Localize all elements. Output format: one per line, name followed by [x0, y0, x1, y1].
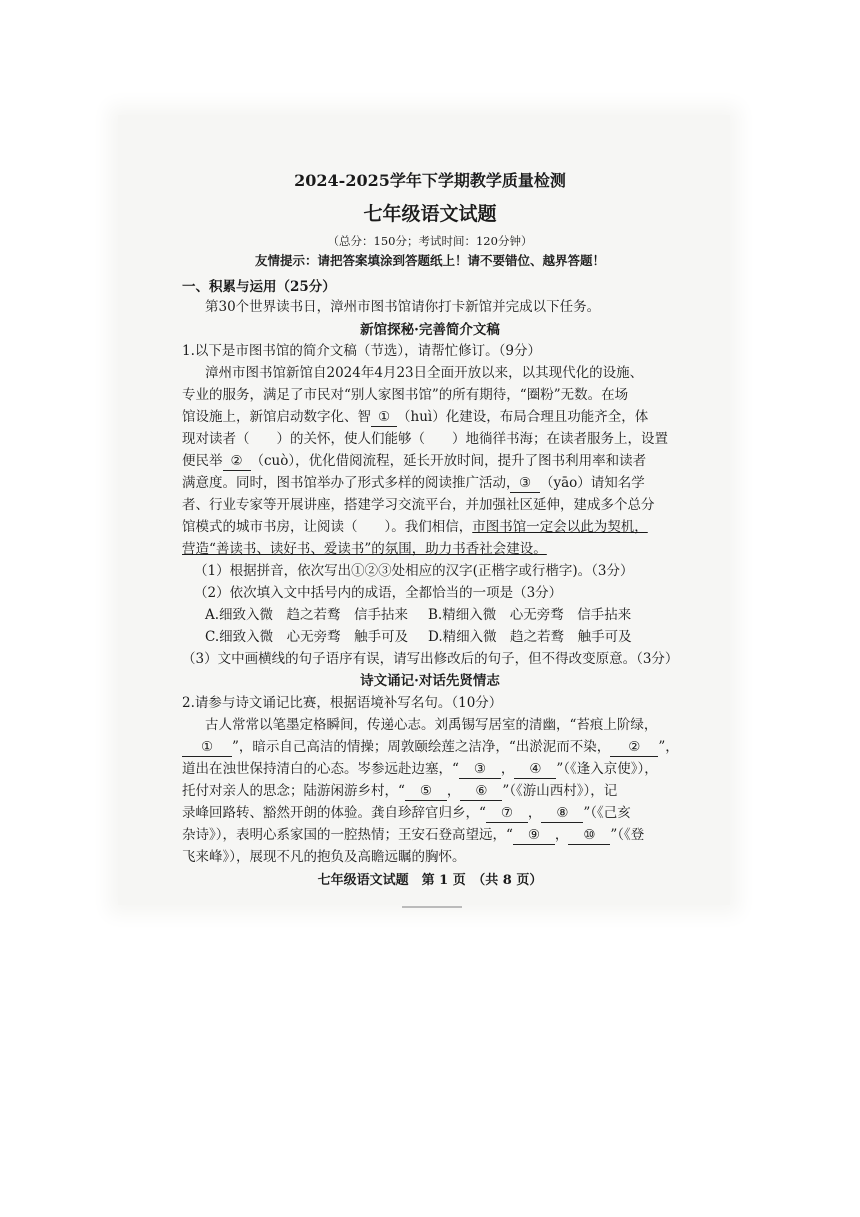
- passage-line: 道出在浊世保持清白的心态。岑参远赴边塞，“ ③ ， ④ ”（《逢入京使》），: [182, 761, 658, 777]
- passage-text: 馆模式的城市书房，让阅读（ ）。我们相信，: [182, 519, 473, 535]
- passage-line: 现对读者（ ）的关怀，使人们能够（ ）地徜徉书海；在读者服务上，设置: [182, 431, 668, 447]
- passage-line: 古人常常以笔墨定格瞬间，传递心志。刘禹锡写居室的清幽，“苔痕上阶绿，: [205, 717, 658, 733]
- option-d: D.精细入微 趋之若鹜 触手可及: [428, 629, 632, 645]
- option-a: A.细致入微 趋之若鹜 信手拈来: [205, 607, 409, 623]
- blank-2: ②: [610, 738, 658, 757]
- passage-line: [182, 452, 646, 471]
- passage-line: 满意度。同时，图书馆举办了形式多样的阅读推广活动，: [182, 475, 520, 491]
- option-b: B.精细入微 心无旁骛 信手拈来: [428, 607, 632, 623]
- passage-text: ”，暗示自己高洁的情操；周敦颐绘莲之洁净，“出淤泥而不染，: [232, 739, 611, 755]
- passage-text: （yāo）请知名学: [540, 475, 645, 491]
- underlined-sentence: 市图书馆一定会以此为契机，: [472, 519, 648, 535]
- subsection-title: 诗文诵记·对话先贤情志: [360, 673, 500, 689]
- scan-mark: [402, 906, 462, 908]
- exam-title: 2024-2025学年下学期教学质量检测: [294, 171, 566, 190]
- passage-line: 专业的服务，满足了市民对“别人家图书馆”的所有期待，“圈粉”无数。在场: [182, 387, 629, 403]
- passage-text: 托付对亲人的思念；陆游闲游乡村，“: [182, 783, 405, 799]
- passage-text: ”，: [658, 739, 679, 755]
- underlined-sentence: 营造“善读书、读好书、爱读书”的氛围，助力书香社会建设。: [182, 541, 547, 557]
- blank-9: ⑨: [513, 826, 555, 845]
- blank-8: ⑧: [541, 804, 583, 823]
- subsection-title: 新馆探秘·完善简介文稿: [360, 322, 500, 338]
- page-footer: 七年级语文试题 第 1 页 （共 8 页）: [317, 873, 543, 888]
- passage-text: ”（《登: [610, 827, 645, 843]
- blank-1: ①: [371, 408, 397, 427]
- blank-5: ⑤: [405, 782, 447, 801]
- blank-7: ⑦: [486, 804, 528, 823]
- passage-text: ”（《己亥: [583, 805, 631, 821]
- section-intro: 第30个世界读书日，漳州市图书馆请你打卡新馆并完成以下任务。: [205, 299, 601, 315]
- passage-line: 飞来峰》），展现不凡的抱负及高瞻远瞩的胸怀。: [182, 849, 466, 865]
- passage-line: 托付对亲人的思念；陆游闲游乡村，“ ⑤ ， ⑥ ”（《游山西村》），记: [182, 783, 618, 799]
- blank-10: ⑩: [568, 826, 610, 845]
- passage-text: （huì）化建设，布局合理且功能齐全，体: [397, 409, 649, 425]
- blank-6: ⑥: [460, 782, 502, 801]
- blank-3: ③: [459, 760, 501, 779]
- passage-line: 杂诗》），表明心系家国的一腔热情；王安石登高望远，“ ⑨ ， ⑩ ”（《登: [182, 827, 645, 843]
- passage-text: （cuò），优化借阅流程，延长开放时间，提升了图书利用率和读者: [250, 453, 647, 469]
- blank-4: ④: [514, 760, 556, 779]
- sub-question-1: （1）根据拼音，依次写出①②③处相应的汉字(正楷字或行楷字)。（3分）: [194, 563, 634, 579]
- passage-text: 便民举: [182, 453, 223, 469]
- exam-subtitle: 七年级语文试题: [363, 203, 497, 225]
- blank-3: ③: [510, 474, 540, 493]
- passage-text: ”（《逢入京使》），: [556, 761, 658, 777]
- friendly-tip: 友情提示：请把答案填涂到答题纸上！请不要错位、越界答题！: [254, 253, 605, 268]
- sub-question-3: （3）文中画横线的句子语序有误，请写出修改后的句子，但不得改变原意。（3分）: [182, 651, 679, 667]
- passage-line: [182, 518, 648, 536]
- passage-line: 者、行业专家等开展讲座，搭建学习交流平台，并加强社区延伸，建成多个总分: [182, 497, 655, 513]
- passage-text: 杂诗》），表明心系家国的一腔热情；王安石登高望远，“: [182, 827, 513, 843]
- option-c: C.细致入微 心无旁骛 触手可及: [205, 629, 409, 645]
- passage-line: 漳州市图书馆新馆自2024年4月23日全面开放以来，以其现代化的设施、: [205, 365, 644, 381]
- passage-text: ”（《游山西村》），记: [502, 783, 618, 799]
- passage-line: [510, 474, 645, 493]
- passage-line: [182, 408, 648, 427]
- blank-1: ①: [182, 738, 232, 757]
- passage-text: 馆设施上，新馆启动数字化、智: [182, 409, 371, 425]
- blank-2: ②: [223, 452, 251, 471]
- passage-text: 道出在浊世保持清白的心态。岑参远赴边塞，“: [182, 761, 459, 777]
- question-1-stem: 1.以下是市图书馆的简介文稿（节选），请帮忙修订。（9分）: [182, 343, 541, 359]
- passage-line: [182, 738, 679, 757]
- passage-text: 录峰回路转、豁然开朗的体验。龚自珍辞官归乡，“: [182, 805, 486, 821]
- question-2-stem: 2.请参与诗文诵记比赛，根据语境补写名句。（10分）: [182, 695, 503, 711]
- sub-question-2: （2）依次填入文中括号内的成语，全都恰当的一项是（3分）: [194, 585, 563, 601]
- section-heading: 一、积累与运用（25分）: [182, 279, 336, 295]
- exam-meta: （总分：150分；考试时间：120分钟）: [327, 234, 533, 248]
- passage-line: 录峰回路转、豁然开朗的体验。龚自珍辞官归乡，“ ⑦ ， ⑧ ”（《己亥: [182, 805, 631, 821]
